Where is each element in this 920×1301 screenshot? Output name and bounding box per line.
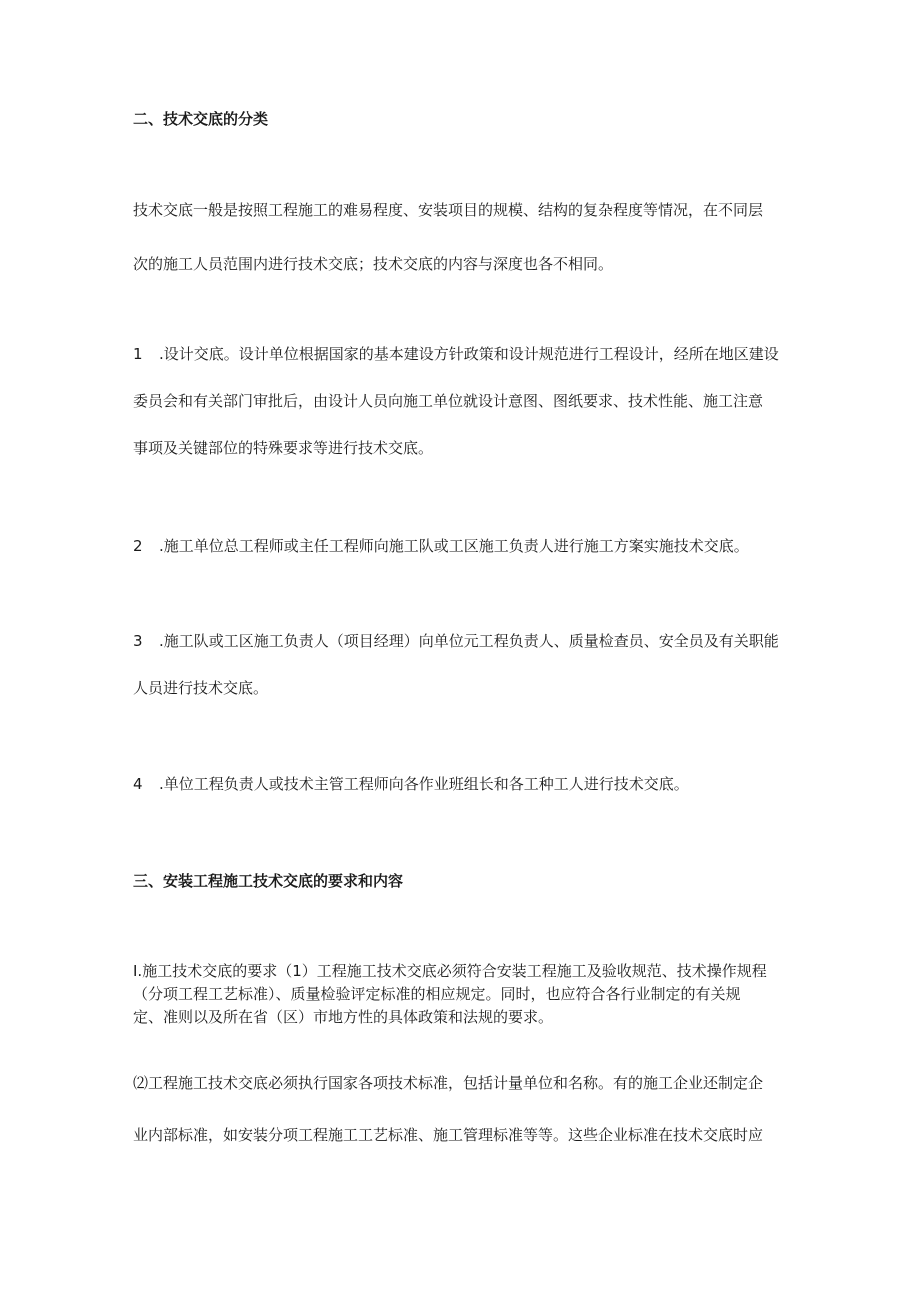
item-text: .施工单位总工程师或主任工程师向施工队或工区施工负责人进行施工方案实施技术交底。 xyxy=(159,537,749,555)
paragraph-line: 次的施工人员范围内进行技术交底；技术交底的内容与深度也各不相同。 xyxy=(133,255,614,273)
paragraph-line: 业内部标准，如安装分项工程施工工艺标准、施工管理标准等等。这些企业标准在技术交底时应 xyxy=(133,1126,764,1144)
section-heading-3: 三、安装工程施工技术交底的要求和内容 xyxy=(133,872,404,890)
paragraph-line: 技术交底一般是按照工程施工的难易程度、安装项目的规模、结构的复杂程度等情况，在不同层 xyxy=(133,201,764,219)
item-number: 1 xyxy=(133,345,143,363)
item-number: 2 xyxy=(133,537,143,555)
item-number: 4 xyxy=(133,775,143,793)
item-text: .施工队或工区施工负责人（项目经理）向单位元工程负责人、质量检查员、安全员及有关职能 xyxy=(159,632,779,650)
paragraph-line xyxy=(133,536,798,556)
paragraph-line: I.施工技术交底的要求（1）工程施工技术交底必须符合安装工程施工及验收规范、技术操作规程 xyxy=(133,962,767,980)
paragraph-line: 委员会和有关部门审批后，由设计人员向施工单位就设计意图、图纸要求、技术性能、施工注意 xyxy=(133,392,764,410)
intro-paragraph xyxy=(133,200,798,274)
list-item-2 xyxy=(133,536,798,556)
paragraph-line: ⑵工程施工技术交底必须执行国家各项技术标准，包括计量单位和名称。有的施工企业还制定企 xyxy=(133,1074,764,1092)
paragraph-line: 定、准则以及所在省（区）市地方性的具体政策和法规的要求。 xyxy=(133,1008,554,1026)
list-item-1 xyxy=(133,344,798,458)
paragraph-line xyxy=(133,344,798,391)
paragraph-line: （分项工程工艺标准）、质量检验评定标准的相应规定。同时，也应符合各行业制定的有关规 xyxy=(133,985,741,1003)
list-item-4 xyxy=(133,774,798,794)
list-item-3 xyxy=(133,631,798,698)
item-text: .单位工程负责人或技术主管工程师向各作业班组长和各工种工人进行技术交底。 xyxy=(159,775,689,793)
paragraph-line: 人员进行技术交底。 xyxy=(133,679,269,697)
paragraph-line xyxy=(133,774,798,794)
paragraph-line xyxy=(133,631,798,678)
requirements-paragraph xyxy=(133,960,798,1029)
paragraph-line: 事项及关键部位的特殊要求等进行技术交底。 xyxy=(133,439,434,457)
item-number: 3 xyxy=(133,632,143,650)
item-text: .设计交底。设计单位根据国家的基本建设方针政策和设计规范进行工程设计，经所在地区建设 xyxy=(159,345,779,363)
section-heading-2: 二、技术交底的分类 xyxy=(133,110,269,128)
requirements-paragraph-2 xyxy=(133,1073,798,1145)
